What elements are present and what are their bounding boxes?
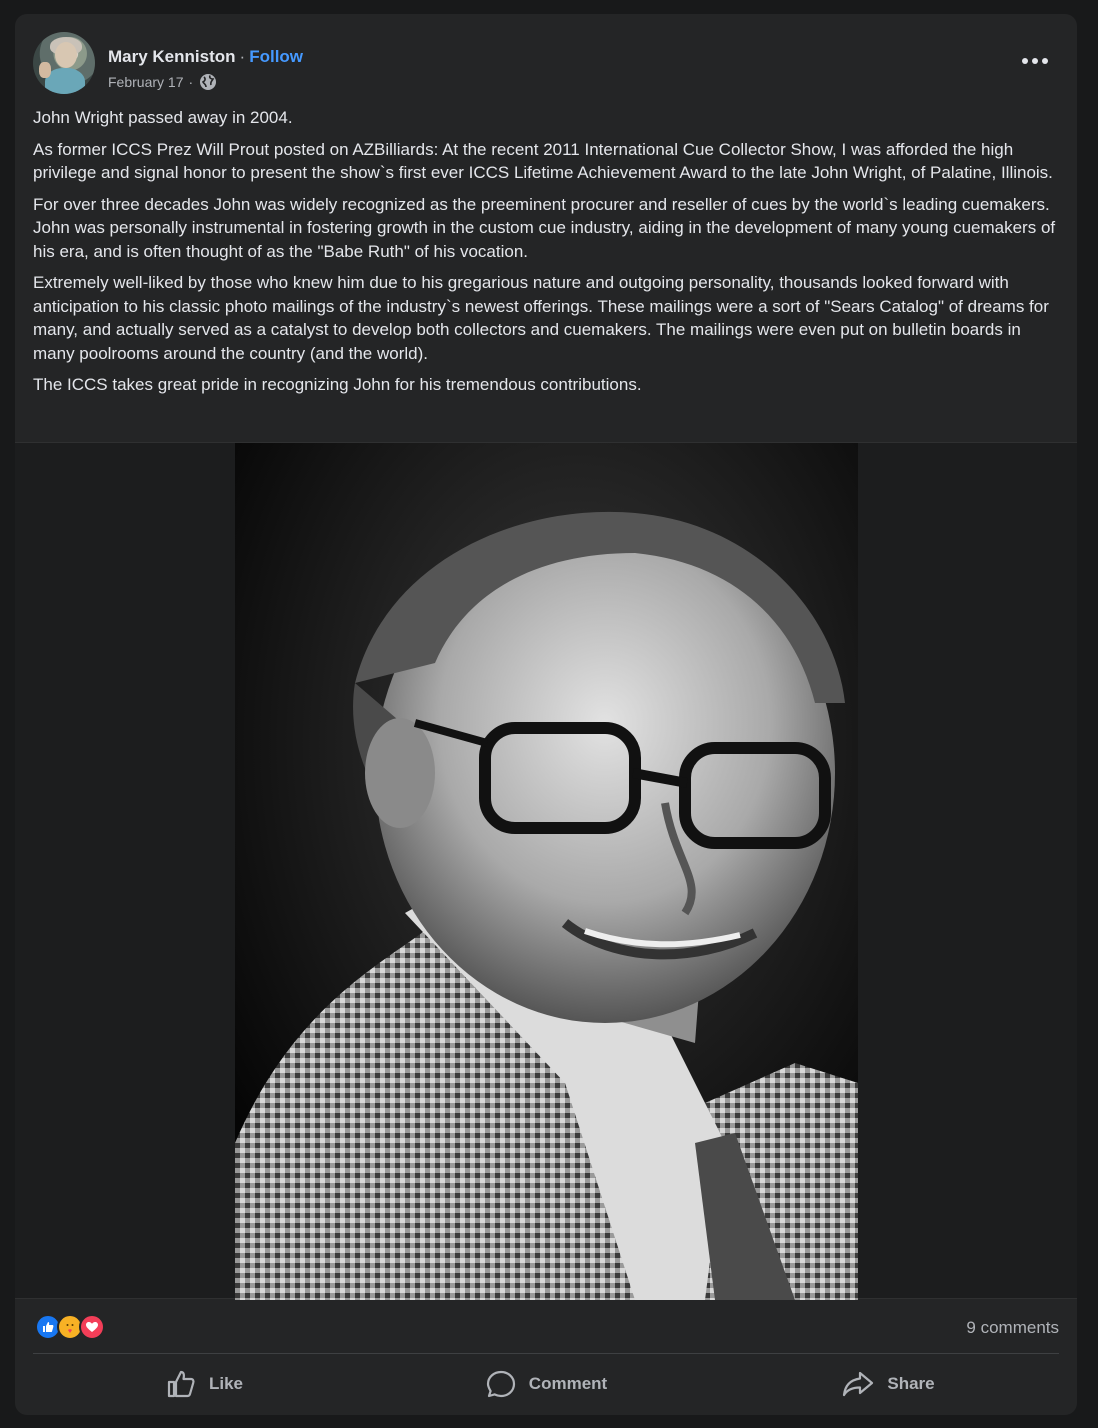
like-label: Like xyxy=(208,1374,244,1393)
comment-button[interactable] xyxy=(375,1359,717,1409)
reactions-row xyxy=(15,1300,1077,1352)
post-paragraph: For over three decades John was widely recognized as the preeminent procurer and reseller of cues by the world`s leading cuemakers. John was personally instrumental in fostering growth in the custom cue industry, aiding in the development of many young cuemakers of his era, and is often thought of as the "Babe Ruth" of his vocation. xyxy=(33,194,1056,261)
avatar-face xyxy=(55,42,77,68)
comment-label: Comment xyxy=(528,1374,608,1393)
more-options-icon xyxy=(1021,57,1049,65)
post-meta xyxy=(108,72,218,92)
avatar-hand xyxy=(39,62,51,78)
comment-icon xyxy=(485,1368,517,1400)
post-paragraph: Extremely well-liked by those who knew him due to his gregarious nature and outgoing personality, thousands looked forward with anticipation to his classic photo mailings of the industry`s newest offerings. These mailings were a sort of "Sears Catalog" of dreams for many, and actually served as a catalyst to develop both collectors and cuemakers. The mailings were even put on bulletin boards in many poolrooms around the country (and the world). xyxy=(33,273,1049,363)
globe-icon[interactable] xyxy=(198,72,218,92)
share-label: Share xyxy=(887,1374,935,1393)
follow-button[interactable]: Follow xyxy=(249,47,304,66)
reaction-summary[interactable] xyxy=(35,1314,101,1342)
share-icon xyxy=(841,1368,875,1400)
author-name[interactable]: Mary Kenniston xyxy=(108,47,236,66)
author-avatar[interactable] xyxy=(33,32,95,94)
more-options-button[interactable] xyxy=(1015,48,1055,74)
love-reaction-icon xyxy=(79,1314,105,1340)
author-row xyxy=(108,46,303,68)
post-text xyxy=(33,106,1063,405)
post-header xyxy=(15,14,1077,104)
thumbs-up-icon xyxy=(165,1368,197,1400)
post-card xyxy=(15,14,1077,1415)
post-actions xyxy=(33,1359,1059,1409)
avatar-body xyxy=(45,68,85,94)
post-paragraph: As former ICCS Prez Will Prout posted on AZBilliards: At the recent 2011 International Cue Collector Show, I was afforded the high privilege and signal honor to present the show`s first ever ICCS Lifetime Achievement Award to the late John Wright, of Palatine, Illinois. xyxy=(33,139,1053,182)
post-date[interactable]: February 17 xyxy=(108,74,184,90)
date-separator: · xyxy=(188,74,194,90)
post-photo-container[interactable] xyxy=(15,442,1077,1299)
comments-count[interactable]: 9 comments xyxy=(966,1318,1059,1337)
actions-divider xyxy=(33,1353,1059,1354)
post-photo[interactable] xyxy=(235,443,858,1300)
name-separator: · xyxy=(239,47,246,66)
like-button[interactable] xyxy=(33,1359,375,1409)
post-paragraph: John Wright passed away in 2004. xyxy=(33,108,293,127)
share-button[interactable] xyxy=(717,1359,1059,1409)
post-paragraph: The ICCS takes great pride in recognizing John for his tremendous contributions. xyxy=(33,375,642,394)
